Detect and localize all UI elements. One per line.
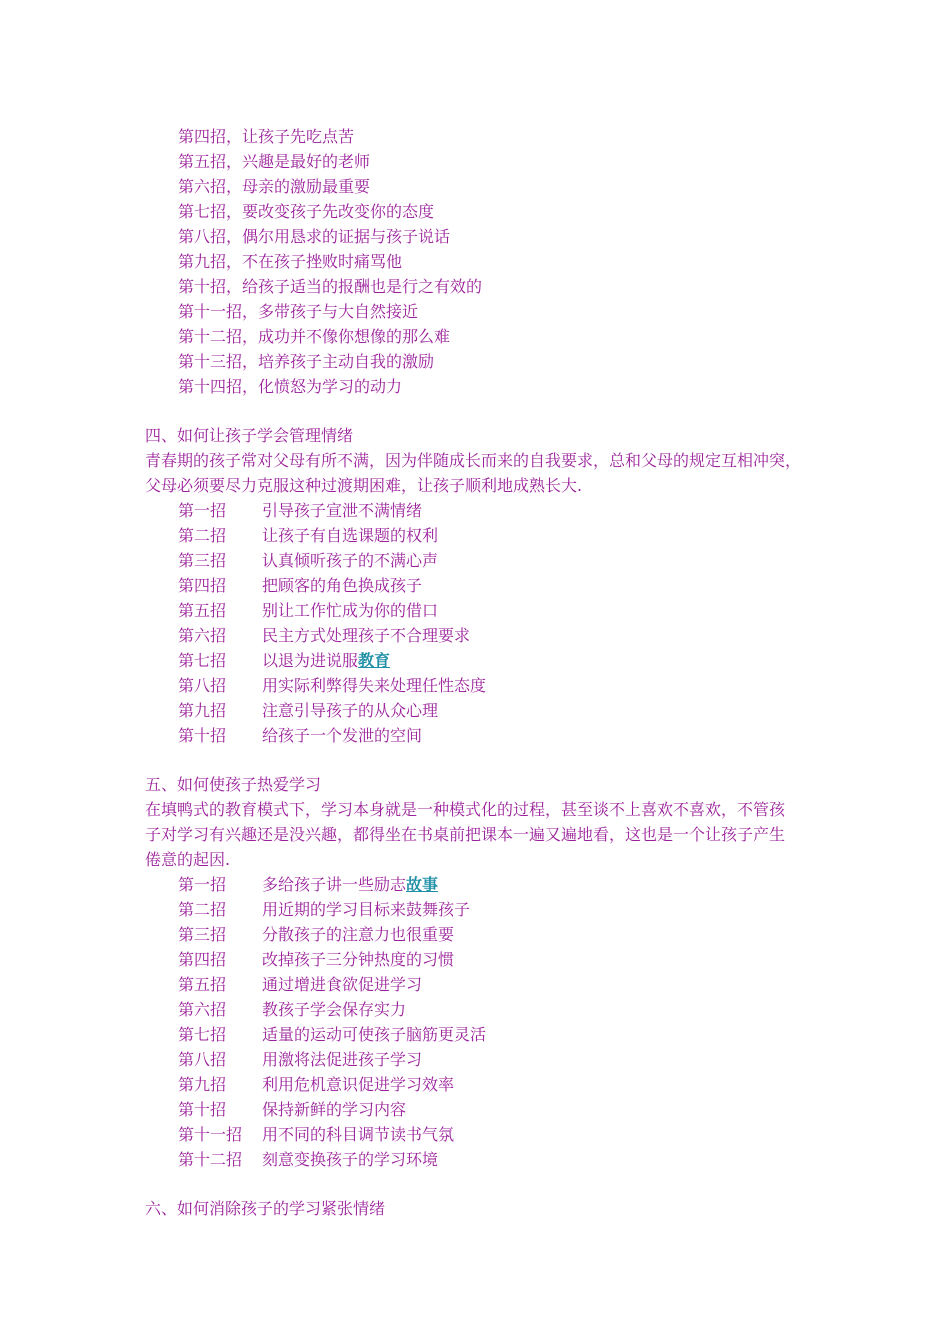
item-text: 刻意变换孩子的学习环境 bbox=[262, 1150, 439, 1169]
item-text: 引导孩子宣泄不满情绪 bbox=[262, 501, 423, 520]
item-text: 保持新鲜的学习内容 bbox=[262, 1100, 407, 1119]
item-text-with-link bbox=[262, 648, 390, 673]
item-text: 让孩子有自选课题的权利 bbox=[262, 526, 439, 545]
item-text: 用不同的科目调节读书气氛 bbox=[262, 1125, 455, 1144]
item-number: 第七招 bbox=[178, 1025, 227, 1044]
item-text: 认真倾听孩子的不满心声 bbox=[262, 551, 439, 570]
list-item bbox=[178, 498, 423, 523]
section-heading: 五、如何使孩子热爱学习 bbox=[145, 775, 322, 794]
item-text: 适量的运动可使孩子脑筋更灵活 bbox=[262, 1025, 487, 1044]
list-item bbox=[178, 1022, 487, 1047]
item-text: 用实际利弊得失来处理任性态度 bbox=[262, 676, 487, 695]
item-number: 第六招 bbox=[178, 626, 227, 645]
item-number: 第九招 bbox=[178, 701, 227, 720]
item-text: 改掉孩子三分钟热度的习惯 bbox=[262, 950, 455, 969]
list-item bbox=[178, 1097, 407, 1122]
list-item bbox=[178, 947, 455, 972]
item-number: 第十招 bbox=[178, 1100, 227, 1119]
list-item bbox=[178, 1147, 439, 1172]
item-text: 民主方式处理孩子不合理要求 bbox=[262, 626, 471, 645]
item-text: 利用危机意识促进学习效率 bbox=[262, 1075, 455, 1094]
list-item: 第六招，母亲的激励最重要 bbox=[178, 177, 371, 196]
list-item bbox=[178, 573, 423, 598]
list-item bbox=[178, 673, 487, 698]
list-item: 第十二招，成功并不像你想像的那么难 bbox=[178, 327, 451, 346]
list-item bbox=[178, 1072, 455, 1097]
item-text: 通过增进食欲促进学习 bbox=[262, 975, 423, 994]
list-item bbox=[178, 872, 439, 897]
item-number: 第五招 bbox=[178, 601, 227, 620]
list-item: 第十四招，化愤怒为学习的动力 bbox=[178, 377, 403, 396]
list-item: 第十一招，多带孩子与大自然接近 bbox=[178, 302, 419, 321]
item-text: 给孩子一个发泄的空间 bbox=[262, 726, 423, 745]
intro-paragraph-line: 子对学习有兴趣还是没兴趣，都得坐在书桌前把课本一遍又遍地看，这也是一个让孩子产生 bbox=[145, 825, 786, 844]
item-number: 第一招 bbox=[178, 501, 227, 520]
list-item: 第五招，兴趣是最好的老师 bbox=[178, 152, 371, 171]
item-number: 第七招 bbox=[178, 651, 227, 670]
list-item bbox=[178, 1047, 423, 1072]
list-item bbox=[178, 922, 455, 947]
list-item bbox=[178, 698, 439, 723]
item-number: 第十一招 bbox=[178, 1125, 243, 1144]
list-item bbox=[178, 548, 439, 573]
intro-paragraph-line: 父母必须要尽力克服这种过渡期困难，让孩子顺利地成熟长大. bbox=[145, 476, 583, 495]
list-item bbox=[178, 897, 471, 922]
item-number: 第四招 bbox=[178, 576, 227, 595]
list-item bbox=[178, 1122, 455, 1147]
item-number: 第十二招 bbox=[178, 1150, 243, 1169]
item-number: 第四招 bbox=[178, 950, 227, 969]
list-item: 第七招，要改变孩子先改变你的态度 bbox=[178, 202, 435, 221]
item-number: 第三招 bbox=[178, 551, 227, 570]
item-text: 别让工作忙成为你的借口 bbox=[262, 601, 439, 620]
list-item: 第八招，偶尔用恳求的证据与孩子说话 bbox=[178, 227, 451, 246]
section-heading: 四、如何让孩子学会管理情绪 bbox=[145, 426, 354, 445]
item-text: 教孩子学会保存实力 bbox=[262, 1000, 407, 1019]
list-item bbox=[178, 972, 423, 997]
list-item bbox=[178, 723, 423, 748]
item-number: 第九招 bbox=[178, 1075, 227, 1094]
item-text: 把顾客的角色换成孩子 bbox=[262, 576, 423, 595]
list-item bbox=[178, 598, 439, 623]
section-heading: 六、如何消除孩子的学习紧张情绪 bbox=[145, 1199, 386, 1218]
item-number: 第八招 bbox=[178, 1050, 227, 1069]
item-text: 用激将法促进孩子学习 bbox=[262, 1050, 423, 1069]
list-item bbox=[178, 623, 471, 648]
list-item: 第四招，让孩子先吃点苦 bbox=[178, 127, 355, 146]
item-number: 第八招 bbox=[178, 676, 227, 695]
item-text: 分散孩子的注意力也很重要 bbox=[262, 925, 455, 944]
list-item: 第十三招，培养孩子主动自我的激励 bbox=[178, 352, 435, 371]
item-text: 用近期的学习目标来鼓舞孩子 bbox=[262, 900, 471, 919]
item-text-with-link bbox=[262, 872, 438, 897]
item-number: 第六招 bbox=[178, 1000, 227, 1019]
list-item bbox=[178, 997, 407, 1022]
intro-paragraph-line: 青春期的孩子常对父母有所不满，因为伴随成长而来的自我要求，总和父母的规定互相冲突， bbox=[145, 451, 802, 470]
item-text: 多给孩子讲一些励志 bbox=[262, 875, 407, 894]
item-number: 第二招 bbox=[178, 526, 227, 545]
list-item: 第九招，不在孩子挫败时痛骂他 bbox=[178, 252, 403, 271]
item-text: 以退为进说服 bbox=[262, 651, 359, 670]
list-item bbox=[178, 523, 439, 548]
list-item bbox=[178, 648, 391, 673]
item-text: 注意引导孩子的从众心理 bbox=[262, 701, 439, 720]
intro-paragraph-line: 倦意的起因. bbox=[145, 850, 231, 869]
item-number: 第三招 bbox=[178, 925, 227, 944]
item-number: 第一招 bbox=[178, 875, 227, 894]
item-number: 第十招 bbox=[178, 726, 227, 745]
story-link[interactable]: 故事 bbox=[406, 875, 439, 894]
list-item: 第十招，给孩子适当的报酬也是行之有效的 bbox=[178, 277, 483, 296]
intro-paragraph-line: 在填鸭式的教育模式下，学习本身就是一种模式化的过程，甚至谈不上喜欢不喜欢，不管孩 bbox=[145, 800, 786, 819]
item-number: 第五招 bbox=[178, 975, 227, 994]
education-link[interactable]: 教育 bbox=[358, 651, 391, 670]
item-number: 第二招 bbox=[178, 900, 227, 919]
